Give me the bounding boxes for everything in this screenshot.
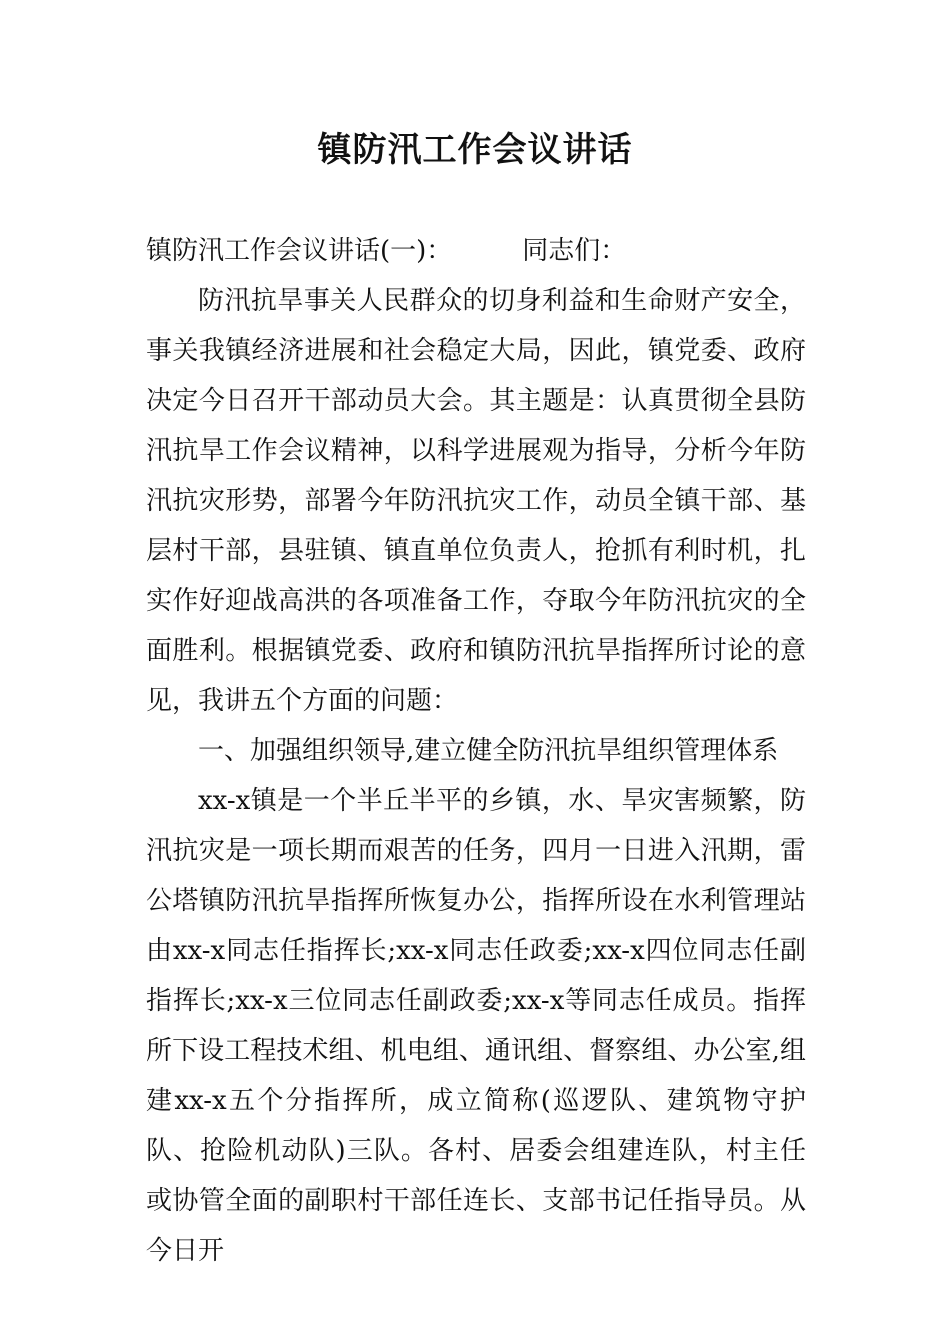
document-body — [146, 226, 806, 1276]
paragraph-1: 防汛抗旱事关人民群众的切身利益和生命财产安全，事关我镇经济进展和社会稳定大局，因此，镇党委、政府决定今日召开干部动员大会。其主题是：认真贯彻全县防汛抗旱工作会议精神，以科学进展观为指导，分析今年防汛抗灾形势，部署今年防汛抗灾工作，动员全镇干部、基层村干部，县驻镇、镇直单位负责人，抢抓有利时机，扎实作好迎战高洪的各项准备工作，夺取今年防汛抗灾的全面胜利。根据镇党委、政府和镇防汛抗旱指挥所讨论的意见，我讲五个方面的问题： — [146, 286, 806, 716]
intro-heading: 镇防汛工作会议讲话(一)： — [146, 236, 453, 266]
section-heading-1: 一、加强组织领导,建立健全防汛抗旱组织管理体系 — [198, 736, 779, 766]
document-title: 镇防汛工作会议讲话 — [317, 130, 633, 170]
salutation: 同志们： — [522, 236, 627, 266]
intro-line — [146, 226, 806, 276]
paragraph-2: xx-x镇是一个半丘半平的乡镇，水、旱灾害频繁，防汛抗灾是一项长期而艰苦的任务，四月一日进入汛期，雷公塔镇防汛抗旱指挥所恢复办公，指挥所设在水利管理站由xx-x同志任指挥长;xx-x同志任政委;xx-x四位同志任副指挥长;xx-x三位同志任副政委;xx-x等同志任成员。指挥所下设工程技术组、机电组、通讯组、督察组、办公室,组建xx-x五个分指挥所，成立简称(巡逻队、建筑物守护队、抢险机动队)三队。各村、居委会组建连队，村主任或协管全面的副职村干部任连长、支部书记任指导员。从今日开 — [146, 786, 806, 1266]
